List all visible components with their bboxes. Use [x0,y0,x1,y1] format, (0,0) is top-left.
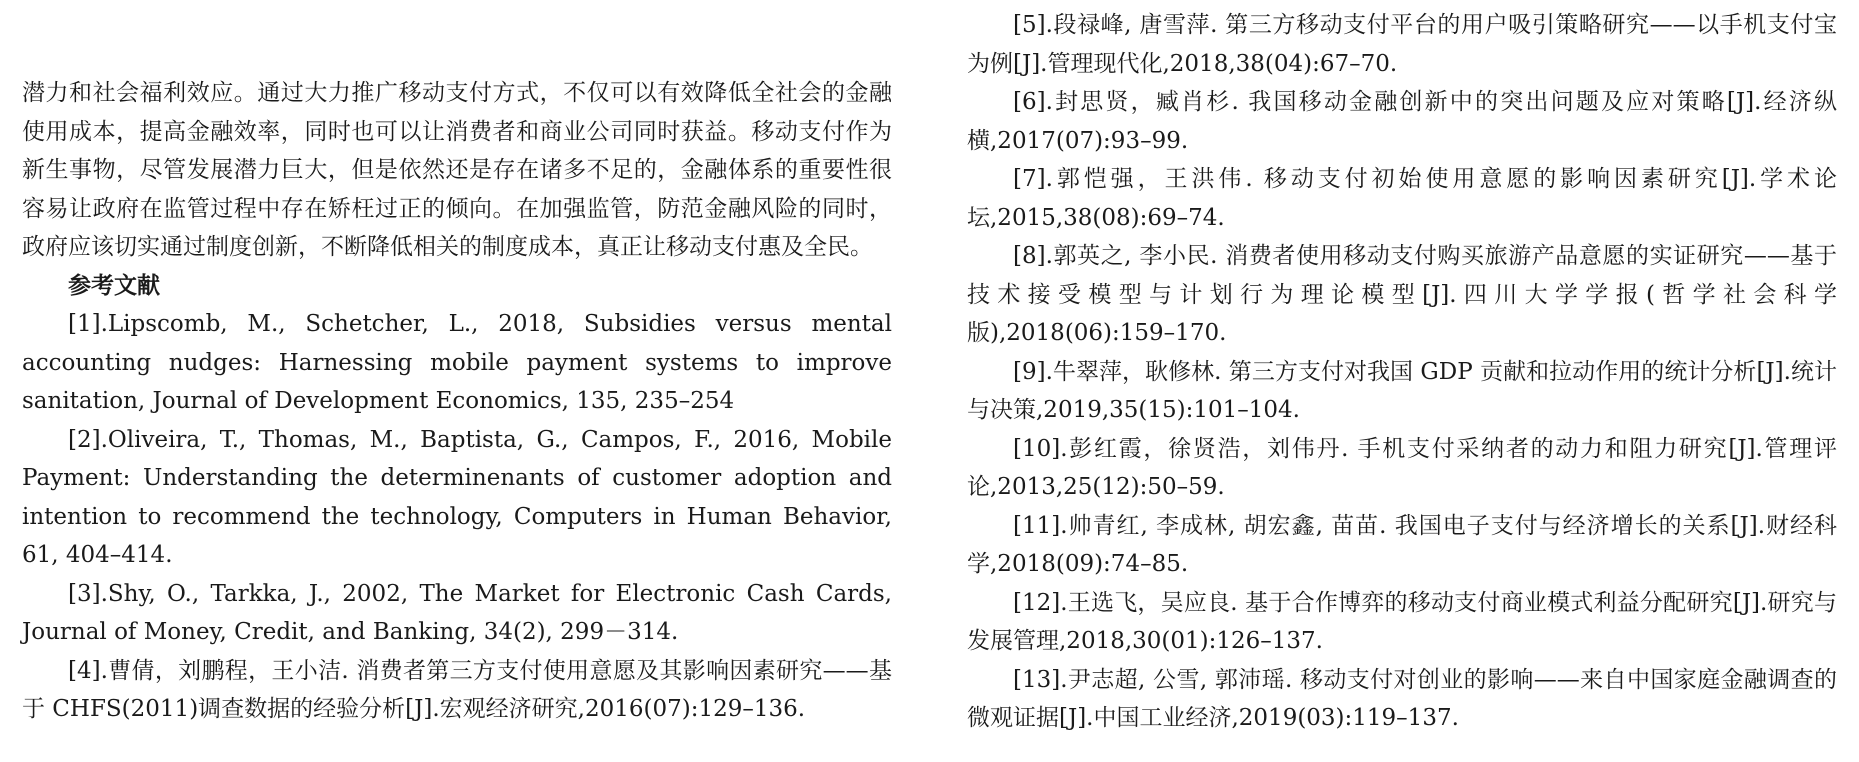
reference-item: [12].王选飞，吴应良. 基于合作博弈的移动支付商业模式利益分配研究[J].研究与发展管理,2018,30(01):126–137. [967,589,1837,654]
reference-item: [10].彭红霞，徐贤浩，刘伟丹. 手机支付采纳者的动力和阻力研究[J].管理评论,2013,25(12):50–59. [967,435,1837,500]
reference-item: [13].尹志超, 公雪, 郭沛瑶. 移动支付对创业的影响——来自中国家庭金融调查的微观证据[J].中国工业经济,2019(03):119–137. [967,666,1837,731]
reference-item: [5].段禄峰, 唐雪萍. 第三方移动支付平台的用户吸引策略研究——以手机支付宝为例[J].管理现代化,2018,38(04):67–70. [967,12,1837,77]
reference-item: [7].郭恺强，王洪伟. 移动支付初始使用意愿的影响因素研究[J].学术论坛,2015,38(08):69–74. [967,166,1837,231]
reference-item: [8].郭英之, 李小民. 消费者使用移动支付购买旅游产品意愿的实证研究——基于技术接受模型与计划行为理论模型[J].四川大学学报(哲学社会科学版),2018(06):159–170. [967,243,1837,346]
references-heading: 参考文献 [68,271,160,299]
reference-item: [11].帅青红, 李成林, 胡宏鑫, 苗苗. 我国电子支付与经济增长的关系[J].财经科学,2018(09):74–85. [967,512,1837,577]
reference-item: [2].Oliveira, T., Thomas, M., Baptista, G., Campos, F., 2016, Mobile Payment: Understanding the determinenants of customer adoption and intention to recommend the technology, Computers in Human Behavior, 61, 404–414. [22,426,892,568]
left-column [22,74,892,729]
reference-item: [3].Shy, O., Tarkka, J., 2002, The Market for Electronic Cash Cards, Journal of Money, Credit, and Banking, 34(2), 299－314. [22,580,892,645]
body-paragraph: 潜力和社会福利效应。通过大力推广移动支付方式，不仅可以有效降低全社会的金融使用成本，提高金融效率，同时也可以让消费者和商业公司同时获益。移动支付作为新生事物，尽管发展潜力巨大，但是依然还是存在诸多不足的，金融体系的重要性很容易让政府在监管过程中存在矫枉过正的倾向。在加强监管，防范金融风险的同时，政府应该切实通过制度创新，不断降低相关的制度成本，真正让移动支付惠及全民。 [22,80,892,260]
reference-item: [6].封思贤，臧肖杉. 我国移动金融创新中的突出问题及应对策略[J].经济纵横,2017(07):93–99. [967,89,1837,154]
reference-item: [4].曹倩，刘鹏程，王小洁. 消费者第三方支付使用意愿及其影响因素研究——基于 CHFS(2011)调查数据的经验分析[J].宏观经济研究,2016(07):129–136. [22,657,892,722]
reference-item: [1].Lipscomb, M., Schetcher, L., 2018, Subsidies versus mental accounting nudges: Harnessing mobile payment systems to improve sanitation, Journal of Development Economics, 135, 235–254 [22,311,892,414]
reference-item: [9].牛翠萍，耿修林. 第三方支付对我国 GDP 贡献和拉动作用的统计分析[J].统计与决策,2019,35(15):101–104. [967,358,1837,423]
right-column [967,6,1837,738]
